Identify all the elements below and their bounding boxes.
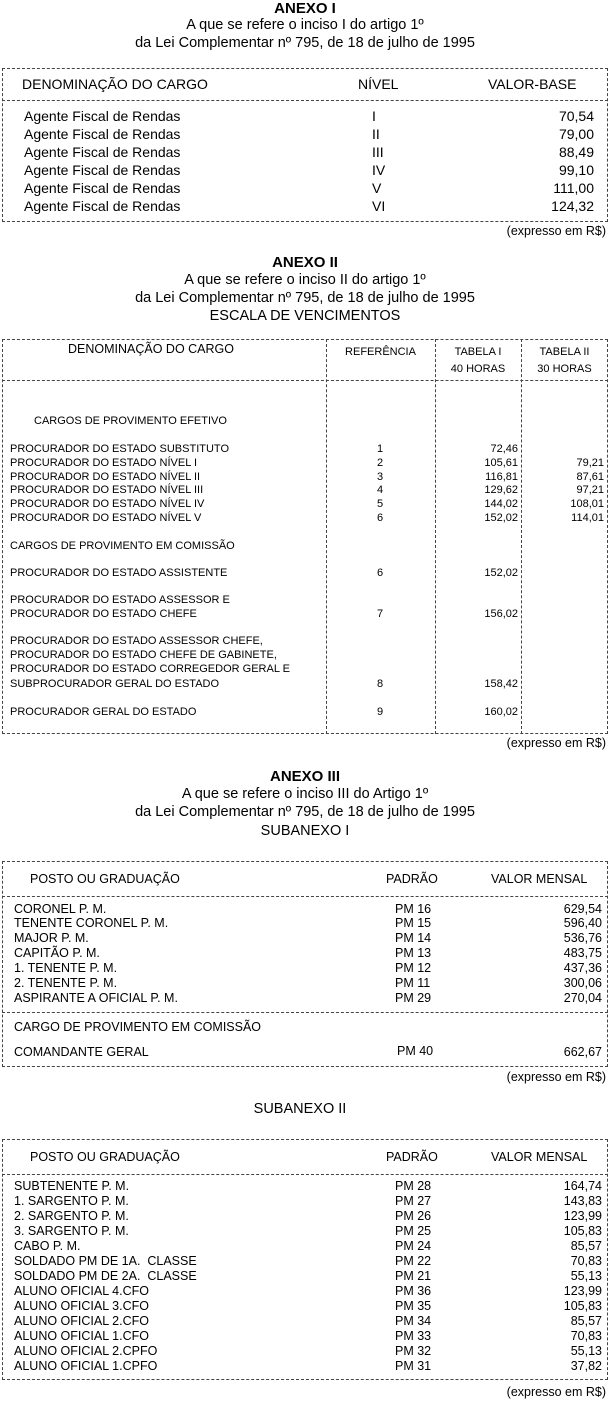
- annex1-row-cargo: Agente Fiscal de Rendas: [24, 108, 181, 124]
- annex3-sub1-header-padrao: PADRÃO: [386, 872, 438, 886]
- annex3-sub2-row-posto: CABO P. M.: [14, 1239, 81, 1253]
- annex3-subannex1-title: SUBANEXO I: [260, 823, 350, 839]
- annex2-row-cargo: PROCURADOR DO ESTADO CHEFE: [10, 608, 197, 620]
- annex3-title: ANEXO III: [269, 768, 340, 785]
- annex3-sub2-row-posto: SUBTENENTE P. M.: [14, 1179, 130, 1193]
- annex2-row-cargo: PROCURADOR DO ESTADO ASSESSOR E: [10, 594, 230, 606]
- annex3-sub1-row-valor: 629,54: [563, 902, 602, 916]
- annex3-sub2-row-padrao: PM 26: [395, 1209, 432, 1223]
- annex2-row-ref: 3: [377, 471, 384, 483]
- annex3-subtitle: da Lei Complementar nº 795, de 18 de julho de 1995: [135, 804, 475, 820]
- annex3-subannex1-section-divider: [2, 1012, 608, 1013]
- annex3-sub1-row-valor: 437,36: [563, 961, 602, 975]
- annex2-header-cargo: DENOMINAÇÃO DO CARGO: [68, 342, 234, 356]
- annex2-row-ref: 1: [377, 443, 384, 455]
- annex3-sub1-row-padrao: PM 11: [395, 976, 431, 990]
- annex3-sub1-row-posto: CORONEL P. M.: [14, 902, 107, 916]
- annex2-row-cargo: PROCURADOR GERAL DO ESTADO: [10, 706, 197, 718]
- annex2-row-t1: 116,81: [485, 471, 518, 483]
- annex2-column-divider: [521, 339, 522, 734]
- annex1-title: ANEXO I: [274, 0, 336, 17]
- annex1-row-nivel: IV: [372, 162, 386, 178]
- annex3-sub2-row-posto: SOLDADO PM DE 1A. CLASSE: [14, 1254, 197, 1268]
- annex2-row-t2: 97,21: [576, 484, 604, 496]
- annex2-row-t2: 108,01: [570, 498, 604, 510]
- annex2-row-ref: 5: [377, 498, 384, 510]
- annex1-row-valor: 79,00: [558, 126, 594, 142]
- annex3-sub2-row-padrao: PM 36: [395, 1284, 432, 1298]
- annex3-sub2-row-padrao: PM 22: [395, 1254, 432, 1268]
- annex2-row-t1: 156,02: [484, 608, 518, 620]
- annex3-sub1-row-padrao: PM 40: [397, 1044, 434, 1058]
- annex3-sub2-row-posto: ALUNO OFICIAL 3.CFO: [14, 1299, 149, 1313]
- annex2-subtitle: A que se refere o inciso II do artigo 1º: [184, 272, 426, 288]
- annex1-row-valor: 70,54: [558, 108, 594, 124]
- annex2-row-cargo: PROCURADOR DO ESTADO CORREGEDOR GERAL E: [10, 663, 290, 675]
- annex2-subtitle: da Lei Complementar nº 795, de 18 de julho de 1995: [135, 290, 475, 306]
- annex3-sub2-row-padrao: PM 25: [395, 1224, 432, 1238]
- annex3-sub2-row-valor: 123,99: [563, 1209, 602, 1223]
- annex3-sub1-row-padrao: PM 15: [395, 916, 432, 930]
- annex3-sub2-row-valor: 105,83: [563, 1299, 602, 1313]
- annex3-sub2-row-posto: ALUNO OFICIAL 4.CFO: [14, 1284, 149, 1298]
- annex2-row-cargo: PROCURADOR DO ESTADO SUBSTITUTO: [10, 443, 230, 455]
- annex3-sub1-row-posto: 2. TENENTE P. M.: [14, 976, 118, 990]
- annex3-sub2-row-valor: 164,74: [563, 1179, 602, 1193]
- annex1-subtitle: A que se refere o inciso I do artigo 1º: [186, 17, 424, 33]
- annex3-sub1-footnote: (expresso em R$): [506, 1070, 606, 1084]
- annex2-column-divider: [326, 339, 327, 734]
- annex3-sub2-row-valor: 55,13: [570, 1344, 602, 1358]
- annex3-sub1-row-valor: 300,06: [563, 976, 602, 990]
- annex2-header-t1-hours: 40 HORAS: [450, 363, 506, 375]
- annex2-row-cargo: PROCURADOR DO ESTADO NÍVEL II: [10, 471, 201, 483]
- annex3-sub1-header-posto: POSTO OU GRADUAÇÃO: [30, 872, 180, 886]
- annex3-sub2-header-posto: POSTO OU GRADUAÇÃO: [30, 1150, 180, 1164]
- annex1-row-nivel: I: [372, 108, 376, 124]
- annex1-row-nivel: III: [372, 144, 384, 160]
- annex2-row-t1: 129,62: [484, 484, 518, 496]
- annex1-row-nivel: V: [372, 180, 382, 196]
- annex2-title: ANEXO II: [272, 254, 338, 271]
- annex3-sub1-row-posto: 1. TENENTE P. M.: [14, 961, 118, 975]
- annex3-subtitle: A que se refere o inciso III do Artigo 1º: [181, 786, 429, 802]
- annex1-row-cargo: Agente Fiscal de Rendas: [24, 180, 181, 196]
- annex1-subtitle: da Lei Complementar nº 795, de 18 de julho de 1995: [135, 35, 475, 51]
- annex2-header-divider: [2, 380, 608, 381]
- annex1-row-cargo: Agente Fiscal de Rendas: [24, 198, 181, 214]
- annex3-sub2-row-padrao: PM 27: [395, 1194, 432, 1208]
- annex2-row-cargo: PROCURADOR DO ESTADO NÍVEL V: [10, 512, 202, 524]
- annex3-sub2-row-posto: ALUNO OFICIAL 1.CFO: [14, 1329, 149, 1343]
- annex2-row-ref: 6: [377, 512, 384, 524]
- annex3-sub2-header-valor: VALOR MENSAL: [491, 1150, 588, 1164]
- annex3-sub1-row-padrao: PM 16: [395, 902, 432, 916]
- annex2-row-cargo: SUBPROCURADOR GERAL DO ESTADO: [10, 678, 220, 690]
- annex1-header-valor: VALOR-BASE: [488, 76, 577, 92]
- annex3-sub2-row-valor: 70,83: [570, 1329, 602, 1343]
- annex3-sub1-row-padrao: PM 14: [395, 931, 432, 945]
- annex3-sub2-row-posto: 2. SARGENTO P. M.: [14, 1209, 129, 1223]
- annex3-sub2-row-padrao: PM 28: [395, 1179, 432, 1193]
- annex2-header-t2: TABELA II: [539, 346, 590, 358]
- annex2-section-comissao: CARGOS DE PROVIMENTO EM COMISSÃO: [10, 540, 235, 552]
- annex3-sub2-row-valor: 55,13: [570, 1269, 602, 1283]
- annex2-row-ref: 2: [377, 457, 384, 469]
- annex2-row-ref: 7: [377, 608, 384, 620]
- annex3-sub1-section-comissao: CARGO DE PROVIMENTO EM COMISSÃO: [14, 1020, 262, 1034]
- annex3-subannex2-title: SUBANEXO II: [253, 1101, 347, 1117]
- annex3-sub1-row-valor: 483,75: [563, 946, 602, 960]
- annex3-sub1-row-valor: 536,76: [563, 931, 602, 945]
- annex3-sub2-footnote: (expresso em R$): [506, 1385, 606, 1399]
- annex2-row-cargo: PROCURADOR DO ESTADO CHEFE DE GABINETE,: [10, 649, 277, 661]
- annex1-row-cargo: Agente Fiscal de Rendas: [24, 144, 181, 160]
- annex3-sub2-row-padrao: PM 21: [395, 1269, 432, 1283]
- annex2-row-cargo: PROCURADOR DO ESTADO NÍVEL III: [10, 484, 204, 496]
- annex2-header-t1: TABELA I: [454, 346, 502, 358]
- annex3-sub1-row-posto: MAJOR P. M.: [14, 931, 89, 945]
- annex2-row-t2: 79,21: [576, 457, 604, 469]
- annex3-sub2-row-valor: 123,99: [563, 1284, 602, 1298]
- annex3-sub1-row-posto: COMANDANTE GERAL: [14, 1045, 149, 1059]
- annex1-row-valor: 88,49: [558, 144, 594, 160]
- annex2-row-t1: 105,61: [484, 457, 518, 469]
- annex2-row-ref: 6: [377, 567, 384, 579]
- annex3-sub2-row-posto: ALUNO OFICIAL 2.CFO: [14, 1314, 149, 1328]
- annex3-sub2-row-padrao: PM 24: [395, 1239, 432, 1253]
- annex1-row-valor: 111,00: [553, 180, 594, 196]
- annex3-sub2-row-valor: 85,57: [570, 1239, 602, 1253]
- annex2-row-t1: 152,02: [484, 567, 518, 579]
- annex1-row-valor: 99,10: [558, 162, 594, 178]
- annex2-column-divider: [435, 339, 436, 734]
- annex1-footnote: (expresso em R$): [506, 224, 606, 238]
- annex3-sub1-row-padrao: PM 12: [395, 961, 432, 975]
- annex2-row-ref: 8: [377, 678, 384, 690]
- annex1-row-cargo: Agente Fiscal de Rendas: [24, 126, 181, 142]
- annex3-sub1-row-posto: CAPITÃO P. M.: [14, 946, 100, 960]
- annex1-row-nivel: II: [372, 126, 380, 142]
- annex3-sub2-row-valor: 143,83: [563, 1194, 602, 1208]
- annex2-row-ref: 4: [377, 484, 384, 496]
- annex3-sub1-row-padrao: PM 29: [395, 991, 432, 1005]
- annex2-subtitle: ESCALA DE VENCIMENTOS: [209, 308, 401, 324]
- annex3-sub2-row-posto: 1. SARGENTO P. M.: [14, 1194, 129, 1208]
- annex3-sub2-row-valor: 70,83: [570, 1254, 602, 1268]
- annex3-sub2-row-padrao: PM 32: [395, 1344, 432, 1358]
- annex2-row-t2: 114,01: [571, 512, 604, 524]
- annex3-sub2-row-valor: 105,83: [563, 1224, 602, 1238]
- annex1-header-nivel: NÍVEL: [358, 76, 399, 92]
- annex3-sub1-header-valor: VALOR MENSAL: [491, 872, 588, 886]
- annex2-row-cargo: PROCURADOR DO ESTADO NÍVEL IV: [10, 498, 205, 510]
- annex3-sub1-row-posto: TENENTE CORONEL P. M.: [14, 916, 169, 930]
- annex3-sub1-row-valor: 596,40: [563, 916, 602, 930]
- annex2-section-efetivo: CARGOS DE PROVIMENTO EFETIVO: [34, 415, 227, 427]
- annex3-sub2-row-posto: ALUNO OFICIAL 2.CPFO: [14, 1344, 158, 1358]
- annex3-sub2-row-posto: ALUNO OFICIAL 1.CPFO: [14, 1359, 158, 1373]
- annex3-subannex1-header-divider: [2, 896, 608, 897]
- annex2-row-t1: 152,02: [484, 512, 518, 524]
- annex2-row-t1: 144,02: [484, 498, 518, 510]
- annex3-sub2-row-padrao: PM 34: [395, 1314, 432, 1328]
- annex3-sub1-row-valor: 662,67: [563, 1045, 602, 1059]
- annex3-sub2-row-posto: 3. SARGENTO P. M.: [14, 1224, 129, 1238]
- annex3-sub2-row-padrao: PM 33: [395, 1329, 432, 1343]
- annex2-header-ref: REFERÊNCIA: [345, 346, 416, 358]
- annex2-row-cargo: PROCURADOR DO ESTADO ASSESSOR CHEFE,: [10, 635, 263, 647]
- annex2-row-ref: 9: [377, 706, 384, 718]
- annex1-row-cargo: Agente Fiscal de Rendas: [24, 162, 181, 178]
- annex2-row-cargo: PROCURADOR DO ESTADO ASSISTENTE: [10, 567, 228, 579]
- annex3-sub2-row-padrao: PM 31: [395, 1359, 432, 1373]
- annex3-sub2-row-valor: 37,82: [570, 1359, 602, 1373]
- annex1-row-nivel: VI: [372, 198, 386, 214]
- annex3-sub1-row-valor: 270,04: [563, 991, 602, 1005]
- annex2-row-t1: 72,46: [490, 443, 518, 455]
- annex2-footnote: (expresso em R$): [506, 736, 606, 750]
- annex3-sub2-row-posto: SOLDADO PM DE 2A. CLASSE: [14, 1269, 197, 1283]
- annex3-sub2-row-padrao: PM 35: [395, 1299, 432, 1313]
- annex2-row-t1: 160,02: [484, 706, 518, 718]
- annex3-subannex2-header-divider: [2, 1174, 608, 1175]
- annex1-row-valor: 124,32: [551, 198, 594, 214]
- annex3-sub2-header-padrao: PADRÃO: [386, 1150, 438, 1164]
- annex3-sub2-row-valor: 85,57: [570, 1314, 602, 1328]
- annex2-row-cargo: PROCURADOR DO ESTADO NÍVEL I: [10, 457, 198, 469]
- annex2-row-t2: 87,61: [576, 471, 604, 483]
- annex3-sub1-row-padrao: PM 13: [395, 946, 432, 960]
- annex1-header-cargo: DENOMINAÇÃO DO CARGO: [22, 76, 208, 92]
- annex1-header-divider: [2, 100, 608, 101]
- annex3-sub1-row-posto: ASPIRANTE A OFICIAL P. M.: [14, 991, 178, 1005]
- annex2-header-t2-hours: 30 HORAS: [537, 363, 592, 375]
- annex2-row-t1: 158,42: [484, 678, 518, 690]
